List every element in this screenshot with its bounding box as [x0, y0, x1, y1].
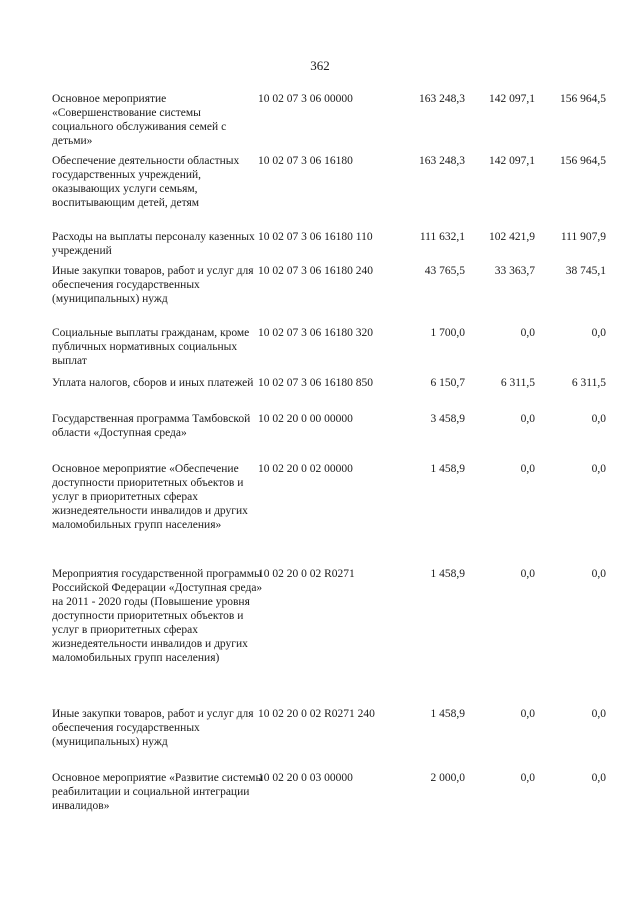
row-description: Обеспечение деятельности областных государственных учреждений, оказывающих услуги семьям, воспитывающим детей, детям [52, 155, 240, 209]
row-value-3: 0,0 [591, 772, 606, 784]
row-value-3: 6 311,5 [571, 377, 606, 389]
table-row [0, 326, 640, 376]
row-code: 10 02 07 3 06 16180 320 [258, 327, 373, 339]
table-row [0, 376, 640, 412]
budget-table [0, 92, 640, 841]
row-value-1: 43 765,5 [424, 265, 465, 277]
row-value-3: 0,0 [591, 708, 606, 720]
row-description: Государственная программа Тамбовской области «Доступная среда» [52, 413, 251, 439]
row-value-1: 111 632,1 [419, 231, 465, 243]
row-description: Иные закупки товаров, работ и услуг для обеспечения государственных (муниципальных) нужд [52, 708, 254, 748]
row-description: Социальные выплаты гражданам, кроме публичных нормативных социальных выплат [52, 327, 250, 367]
row-value-1: 6 150,7 [430, 377, 465, 389]
row-value-2: 0,0 [520, 413, 535, 425]
row-code: 10 02 20 0 03 00000 [258, 772, 353, 784]
row-value-2: 142 097,1 [489, 155, 535, 167]
row-description: Расходы на выплаты персоналу казенных учреждений [52, 231, 255, 257]
row-value-1: 1 458,9 [430, 708, 465, 720]
row-value-2: 0,0 [520, 772, 535, 784]
row-value-3: 111 907,9 [560, 231, 606, 243]
row-description: Основное мероприятие «Обеспечение доступности приоритетных объектов и услуг в приоритетных сферах жизнедеятельности инвалидов и других маломобильных групп населения» [52, 463, 248, 531]
row-value-3: 156 964,5 [560, 93, 606, 105]
table-row [0, 707, 640, 771]
row-value-1: 2 000,0 [430, 772, 465, 784]
row-value-2: 33 363,7 [494, 265, 535, 277]
row-description: Основное мероприятие «Развитие системы реабилитации и социальной интеграции инвалидов» [52, 772, 264, 812]
table-row [0, 771, 640, 841]
row-value-1: 163 248,3 [419, 155, 465, 167]
row-value-2: 0,0 [520, 568, 535, 580]
row-value-2: 0,0 [520, 463, 535, 475]
row-code: 10 02 20 0 02 R0271 240 [258, 708, 375, 720]
row-code: 10 02 07 3 06 16180 240 [258, 265, 373, 277]
row-value-2: 0,0 [520, 327, 535, 339]
table-row [0, 154, 640, 230]
row-description: Уплата налогов, сборов и иных платежей [52, 377, 254, 389]
row-code: 10 02 07 3 06 16180 110 [258, 231, 373, 243]
row-value-2: 0,0 [520, 708, 535, 720]
row-value-1: 1 458,9 [430, 568, 465, 580]
row-code: 10 02 20 0 02 R0271 [258, 568, 355, 580]
row-value-3: 0,0 [591, 463, 606, 475]
row-value-1: 3 458,9 [430, 413, 465, 425]
row-value-1: 1 458,9 [430, 463, 465, 475]
table-row [0, 264, 640, 326]
table-row [0, 567, 640, 707]
row-description: Основное мероприятие «Совершенствование системы социального обслуживания семей с детьми» [52, 93, 227, 147]
row-value-1: 163 248,3 [419, 93, 465, 105]
row-value-3: 0,0 [591, 568, 606, 580]
row-value-1: 1 700,0 [430, 327, 465, 339]
row-code: 10 02 20 0 00 00000 [258, 413, 353, 425]
table-row [0, 230, 640, 264]
row-value-2: 142 097,1 [489, 93, 535, 105]
page-number: 362 [310, 58, 330, 73]
row-code: 10 02 07 3 06 00000 [258, 93, 353, 105]
row-value-2: 102 421,9 [489, 231, 535, 243]
table-row [0, 92, 640, 154]
row-value-3: 38 745,1 [565, 265, 606, 277]
row-value-3: 0,0 [591, 327, 606, 339]
row-code: 10 02 20 0 02 00000 [258, 463, 353, 475]
table-row [0, 462, 640, 567]
row-code: 10 02 07 3 06 16180 [258, 155, 353, 167]
row-value-3: 0,0 [591, 413, 606, 425]
row-code: 10 02 07 3 06 16180 850 [258, 377, 373, 389]
row-value-3: 156 964,5 [560, 155, 606, 167]
row-value-2: 6 311,5 [500, 377, 535, 389]
table-row [0, 412, 640, 462]
row-description: Иные закупки товаров, работ и услуг для обеспечения государственных (муниципальных) нужд [52, 265, 254, 305]
row-description: Мероприятия государственной программы Российской Федерации «Доступная среда» на 2011 - 2020 годы (Повышение уровня доступности приоритетных объектов и услуг в приоритетных сферах жизнедеятельности инвалидов и других маломобильных групп населения) [52, 568, 263, 664]
